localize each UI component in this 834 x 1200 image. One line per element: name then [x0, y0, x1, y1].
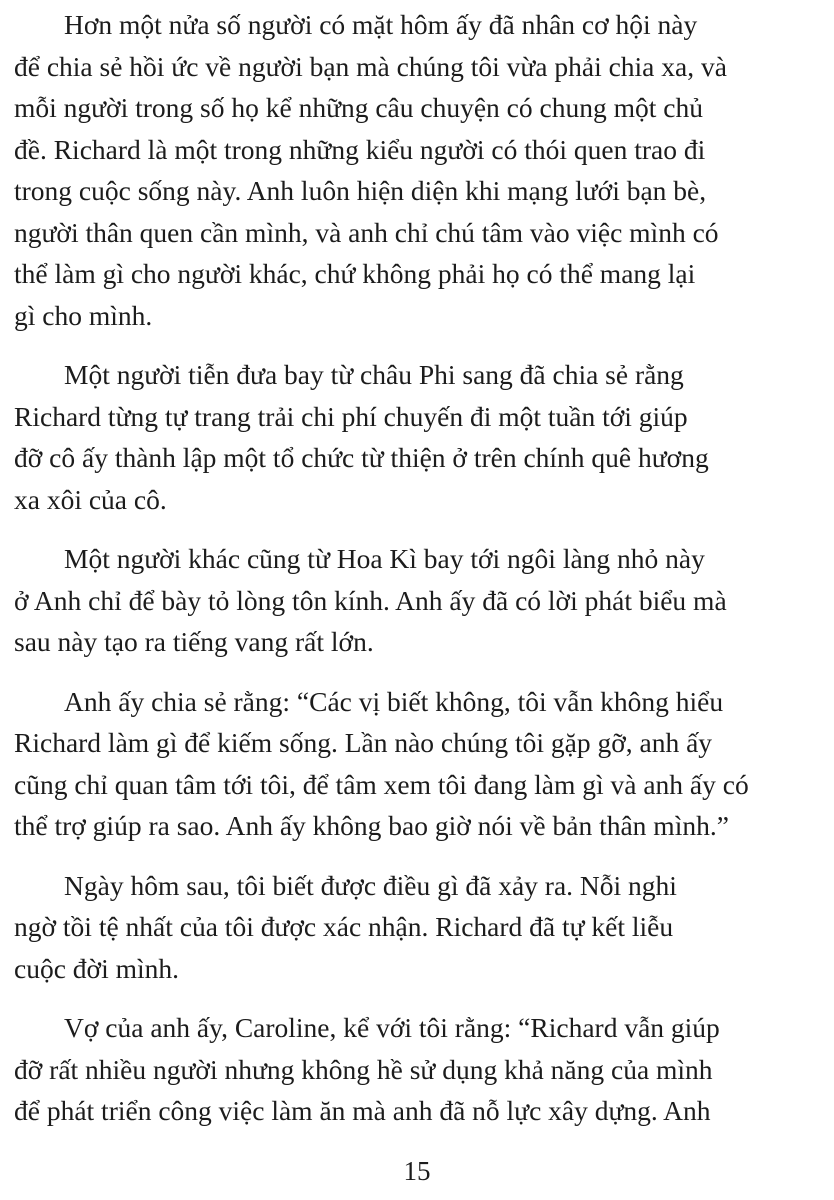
- text-line: thể làm gì cho người khác, chứ không phải họ có thể mang lại: [14, 258, 696, 289]
- paragraph-4: [14, 681, 804, 847]
- text-line: ở Anh chỉ để bày tỏ lòng tôn kính. Anh ấy đã có lời phát biểu mà: [14, 584, 727, 616]
- paragraph-2: [14, 354, 804, 520]
- text-line: Vợ của anh ấy, Caroline, kể với tôi rằng: “Richard vẫn giúp: [64, 1012, 720, 1043]
- text-line: cuộc đời mình.: [14, 952, 179, 984]
- text-line: mỗi người trong số họ kể những câu chuyện có chung một chủ: [14, 92, 703, 123]
- paragraph-5: [14, 865, 804, 990]
- text-line: ngờ tồi tệ nhất của tôi được xác nhận. Richard đã tự kết liễu: [14, 911, 674, 942]
- text-line: Anh ấy chia sẻ rằng: “Các vị biết không, tôi vẫn không hiểu: [64, 685, 724, 717]
- text-line: thể trợ giúp ra sao. Anh ấy không bao giờ nói về bản thân mình.”: [14, 810, 729, 841]
- text-line: đề. Richard là một trong những kiểu người có thói quen trao đi: [14, 133, 706, 165]
- text-line: Ngày hôm sau, tôi biết được điều gì đã xảy ra. Nỗi nghi: [64, 869, 677, 901]
- text-line: gì cho mình.: [14, 299, 153, 331]
- text-line: Richard làm gì để kiếm sống. Lần nào chúng tôi gặp gỡ, anh ấy: [14, 727, 713, 758]
- paragraph-1: [14, 4, 804, 336]
- text-line: trong cuộc sống này. Anh luôn hiện diện khi mạng lưới bạn bè,: [14, 175, 707, 206]
- text-line: đỡ rất nhiều người nhưng không hề sử dụng khả năng của mình: [14, 1053, 713, 1085]
- page-number: 15: [403, 1156, 431, 1186]
- text-line: để phát triển công việc làm ăn mà anh đã nỗ lực xây dựng. Anh: [14, 1095, 711, 1126]
- text-line: Hơn một nửa số người có mặt hôm ấy đã nhân cơ hội này: [64, 9, 698, 40]
- text-line: Richard từng tự trang trải chi phí chuyến đi một tuần tới giúp: [14, 400, 688, 432]
- text-line: sau này tạo ra tiếng vang rất lớn.: [14, 626, 374, 657]
- paragraph-6: [14, 1007, 804, 1132]
- body-text: [14, 4, 804, 1150]
- text-line: người thân quen cần mình, và anh chỉ chú tâm vào việc mình có: [14, 216, 719, 248]
- text-line: Một người tiễn đưa bay từ châu Phi sang đã chia sẻ rằng: [64, 359, 684, 390]
- text-line: để chia sẻ hồi ức về người bạn mà chúng tôi vừa phải chia xa, và: [14, 50, 727, 82]
- text-line: xa xôi của cô.: [14, 483, 167, 515]
- text-line: cũng chỉ quan tâm tới tôi, để tâm xem tôi đang làm gì và anh ấy có: [14, 768, 749, 800]
- paragraph-3: [14, 538, 804, 663]
- text-line: Một người khác cũng từ Hoa Kì bay tới ngôi làng nhỏ này: [64, 543, 705, 574]
- text-line: đỡ cô ấy thành lập một tổ chức từ thiện ở trên chính quê hương: [14, 442, 709, 473]
